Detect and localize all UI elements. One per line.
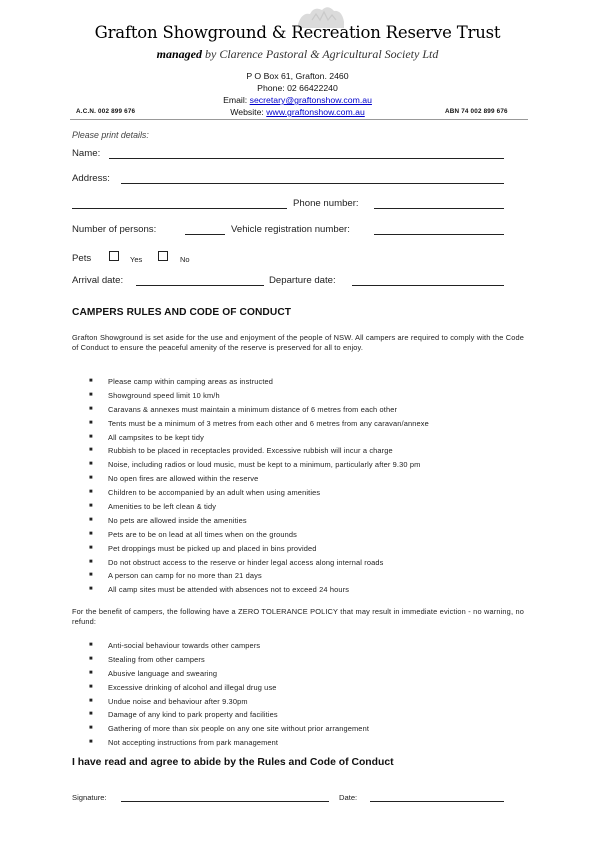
pets-yes-label: Yes	[130, 255, 143, 264]
list-item	[72, 500, 532, 514]
list-item-text: Amenities to be left clean & tidy	[108, 502, 217, 512]
list-item	[72, 736, 532, 750]
bullet-icon: ■	[89, 419, 93, 426]
bullet-icon: ■	[89, 447, 93, 454]
list-item	[72, 514, 532, 528]
list-item	[72, 417, 532, 431]
bullet-icon: ■	[89, 391, 93, 398]
bullet-icon: ■	[89, 530, 93, 537]
list-item	[72, 708, 532, 722]
postal-address: P O Box 61, Grafton. 2460	[246, 71, 349, 81]
list-item	[72, 542, 532, 556]
list-item-text: Caravans & annexes must maintain a minimum distance of 6 metres from each other	[108, 404, 398, 414]
list-item-text: All campsites to be kept tidy	[108, 432, 204, 442]
list-item	[72, 639, 532, 653]
zero-tolerance-list	[72, 639, 532, 750]
list-item-text: Tents must be a minimum of 3 metres from each other and 6 metres from any caravan/annexe	[108, 418, 429, 428]
header-divider	[70, 119, 528, 120]
rules-heading: CAMPERS RULES AND CODE OF CONDUCT	[72, 307, 292, 318]
name-field[interactable]	[109, 158, 504, 159]
list-item-text: No open fires are allowed within the reserve	[108, 474, 259, 484]
list-item	[72, 403, 532, 417]
list-item	[72, 653, 532, 667]
bullet-icon: ■	[89, 433, 93, 440]
bullet-icon: ■	[89, 489, 93, 496]
phone-field[interactable]	[374, 208, 504, 209]
bullet-icon: ■	[89, 725, 93, 732]
list-item-text: Undue noise and behaviour after 9.30pm	[108, 696, 248, 706]
vehicle-field[interactable]	[374, 234, 504, 235]
bullet-icon: ■	[89, 378, 93, 384]
bullet-icon: ■	[89, 739, 93, 746]
print-instruction: Please print details:	[72, 130, 149, 140]
date-label: Date:	[339, 793, 358, 802]
list-item	[72, 569, 532, 583]
list-item-text: Showground speed limit 10 km/h	[108, 390, 220, 400]
rules-list	[72, 375, 532, 597]
list-item	[72, 431, 532, 445]
rules-intro: Grafton Showground is set aside for the use and enjoyment of the people of NSW. All campers are required to comply with the Code of Conduct to ensure the peaceful amenity of the reserve is preserved for all to enjoy.	[72, 333, 524, 353]
bullet-icon: ■	[89, 669, 93, 676]
list-item-text: Excessive drinking of alcohol and illegal drug use	[108, 682, 277, 692]
list-item	[72, 667, 532, 681]
list-item-text: Pet droppings must be picked up and placed in bins provided	[108, 543, 317, 553]
list-item	[72, 722, 532, 736]
list-item	[72, 472, 532, 486]
bullet-icon: ■	[89, 461, 93, 468]
agreement-statement: I have read and agree to abide by the Rules and Code of Conduct	[72, 757, 394, 768]
list-item-text: Children to be accompanied by an adult when using amenities	[108, 488, 321, 498]
list-item	[72, 681, 532, 695]
arrival-date-field[interactable]	[136, 285, 264, 286]
bullet-icon: ■	[89, 475, 93, 482]
list-item	[72, 389, 532, 403]
list-item-text: A person can camp for no more than 21 days	[108, 571, 262, 581]
list-item	[72, 444, 532, 458]
subtitle-managed: managed	[156, 47, 203, 61]
pets-label: Pets	[72, 253, 92, 264]
name-label: Name:	[72, 148, 101, 159]
list-item-text: Not accepting instructions from park management	[108, 738, 279, 748]
bullet-icon: ■	[89, 697, 93, 704]
list-item-text: Do not obstruct access to the reserve or hinder legal access along internal roads	[108, 557, 384, 567]
bullet-icon: ■	[89, 586, 93, 593]
phone-line: Phone: 02 66422240	[257, 83, 338, 93]
bullet-icon: ■	[89, 558, 93, 565]
subtitle-rest: by Clarence Pastoral & Agricultural Society Ltd	[202, 47, 439, 61]
bullet-icon: ■	[89, 683, 93, 690]
email-link[interactable]: secretary@graftonshow.com.au	[249, 95, 372, 105]
list-item	[72, 486, 532, 500]
signature-label: Signature:	[72, 793, 107, 802]
pets-no-checkbox[interactable]	[158, 251, 168, 261]
bullet-icon: ■	[89, 544, 93, 551]
zero-tolerance-intro: For the benefit of campers, the following have a ZERO TOLERANCE POLICY that may result in immediate eviction - no warning, no refund:	[72, 607, 524, 627]
bullet-icon: ■	[89, 642, 93, 648]
list-item-text: Gathering of more than six people on any one site without prior arrangement	[108, 724, 370, 734]
trust-title: Grafton Showground & Recreation Reserve Trust	[94, 23, 501, 42]
list-item-text: No pets are allowed inside the amenities	[108, 515, 247, 525]
vehicle-label: Vehicle registration number:	[231, 224, 350, 235]
bullet-icon: ■	[89, 711, 93, 718]
website-link[interactable]: www.graftonshow.com.au	[266, 107, 365, 117]
bullet-icon: ■	[89, 655, 93, 662]
list-item-text: Abusive language and swearing	[108, 668, 218, 678]
trust-subtitle	[0, 47, 595, 62]
address-field-line2[interactable]	[72, 208, 287, 209]
list-item	[72, 695, 532, 709]
departure-label: Departure date:	[269, 275, 336, 286]
bullet-icon: ■	[89, 572, 93, 579]
list-item-text: Anti-social behaviour towards other campers	[108, 641, 261, 650]
list-item-text: All camp sites must be attended with absences not to exceed 24 hours	[108, 585, 350, 595]
list-item-text: Rubbish to be placed in receptacles provided. Excessive rubbish will incur a charge	[108, 446, 393, 456]
abn-number: ABN 74 002 899 676	[445, 108, 508, 115]
bullet-icon: ■	[89, 516, 93, 523]
email-label: Email:	[223, 95, 250, 105]
address-label: Address:	[72, 173, 110, 184]
website-label: Website:	[230, 107, 267, 117]
list-item-text: Noise, including radios or loud music, must be kept to a minimum, particularly after 9.30 pm	[108, 460, 421, 470]
list-item	[72, 528, 532, 542]
persons-label: Number of persons:	[72, 224, 157, 235]
acn-number: A.C.N. 002 899 676	[76, 108, 136, 115]
list-item-text: Stealing from other campers	[108, 654, 205, 664]
bullet-icon: ■	[89, 503, 93, 510]
arrival-label: Arrival date:	[72, 275, 124, 286]
persons-field[interactable]	[185, 234, 225, 235]
list-item	[72, 375, 532, 389]
list-item-text: Pets are to be on lead at all times when on the grounds	[108, 529, 298, 539]
list-item-text: Damage of any kind to park property and facilities	[108, 710, 278, 720]
pets-no-label: No	[180, 255, 190, 264]
departure-date-field[interactable]	[352, 285, 504, 286]
list-item-text: Please camp within camping areas as instructed	[108, 377, 274, 386]
date-field[interactable]	[370, 801, 504, 802]
email-line	[0, 94, 595, 107]
list-item	[72, 458, 532, 472]
bullet-icon: ■	[89, 405, 93, 412]
phone-label: Phone number:	[293, 198, 359, 209]
list-item	[72, 583, 532, 597]
pets-yes-checkbox[interactable]	[109, 251, 119, 261]
address-field[interactable]	[121, 183, 504, 184]
signature-field[interactable]	[121, 801, 329, 802]
list-item	[72, 556, 532, 570]
